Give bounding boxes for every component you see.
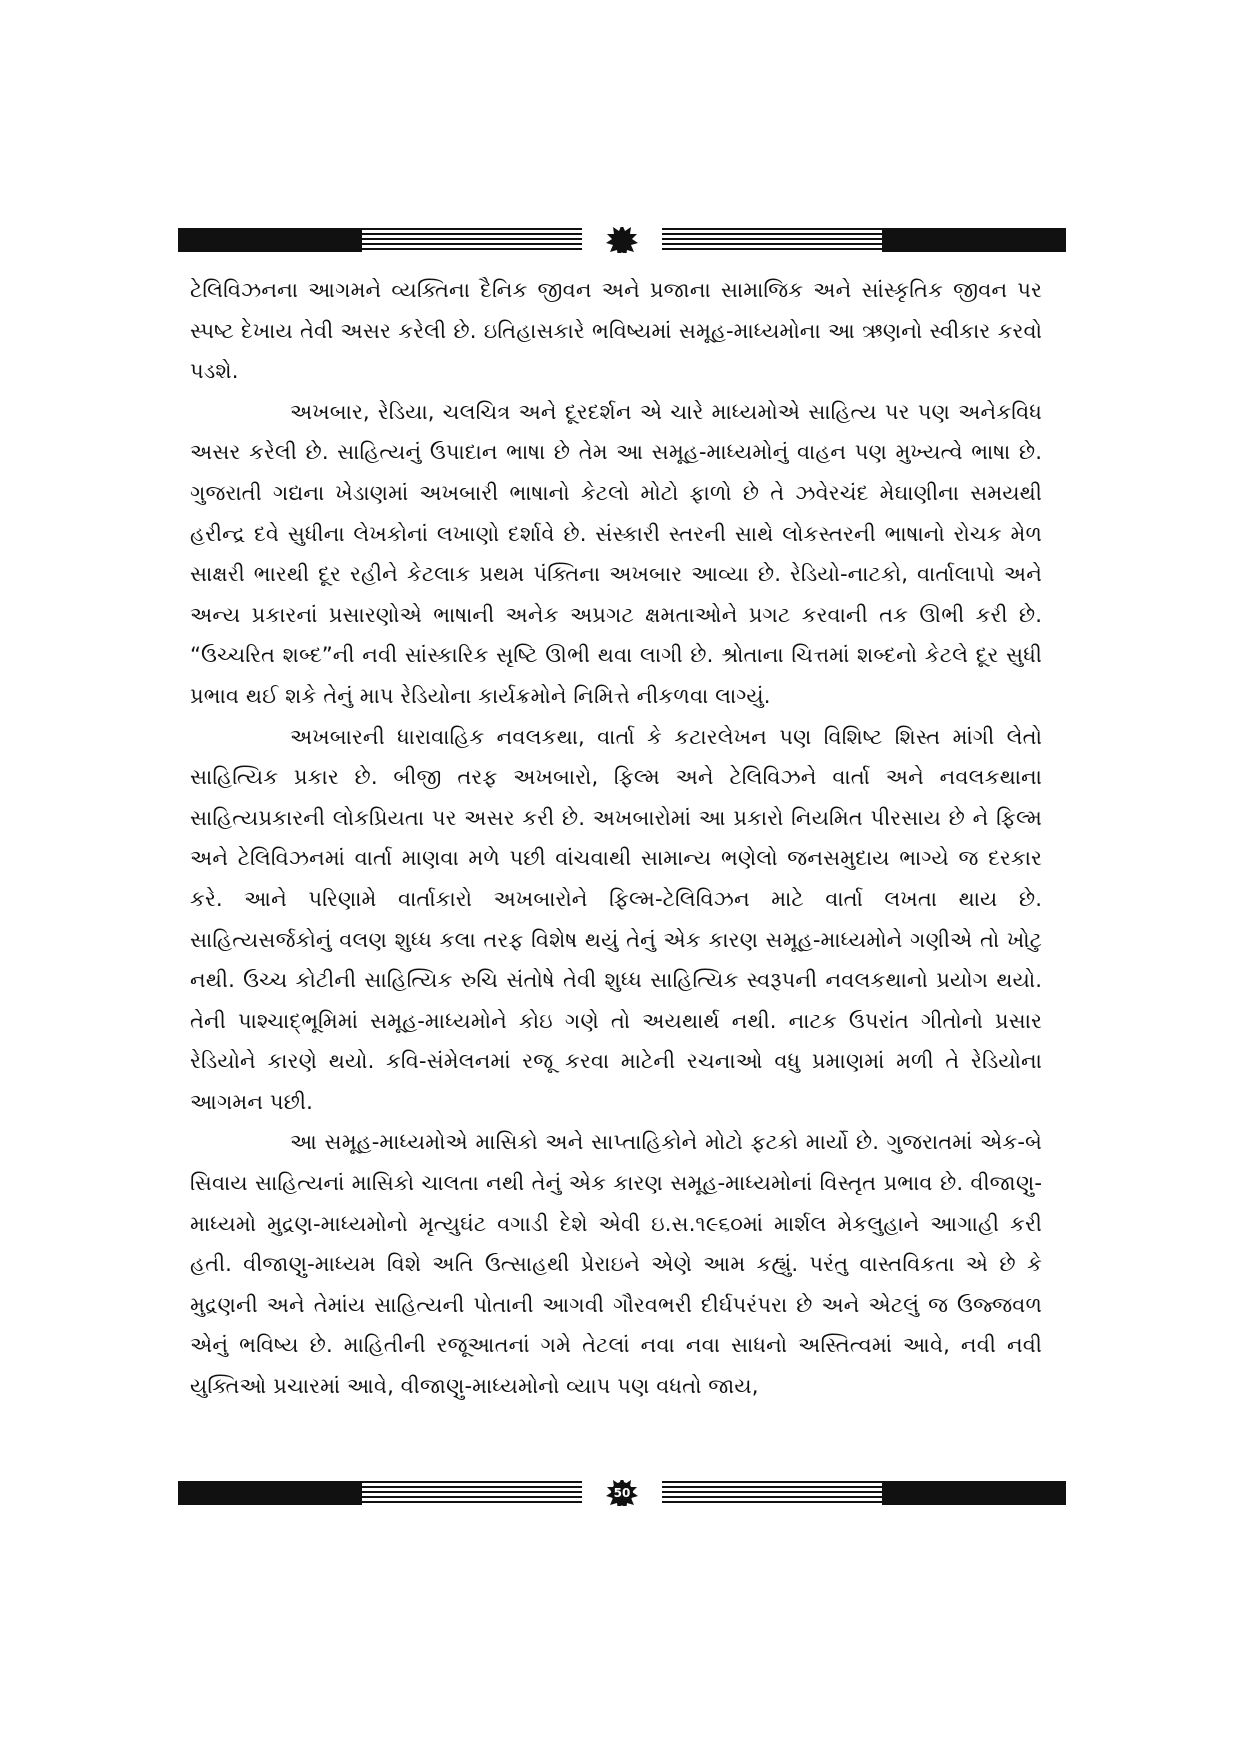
sunburst-ornament-icon [606, 227, 638, 253]
body-text [190, 270, 1042, 1407]
footer-ornament-band [178, 1480, 1066, 1506]
paragraph-4: આ સમૂહ-માધ્યમોએ માસિકો અને સાપ્તાહિકોને મોટો ફટકો માર્યો છે. ગુજરાતમાં એક-બે સિવાય સાહિત્યનાં માસિકો ચાલતા નથી તેનું એક કારણ સમૂહ-માધ્યમોનાં વિસ્તૃત પ્રભાવ છે. વીજાણુ-માધ્યમો મુદ્રણ-માધ્યમોનો મૃત્યુઘંટ વગાડી દેશે એવી ઇ.સ.૧૯૬૦માં માર્શલ મેકલુહાને આગાહી કરી હતી. વીજાણુ-માધ્યમ વિશે અતિ ઉત્સાહથી પ્રેરાઇને એણે આમ કહ્યું. પરંતુ વાસ્તવિકતા એ છે કે મુદ્રણની અને તેમાંય સાહિત્યની પોતાની આગવી ગૌરવભરી દીર્ઘપરંપરા છે અને એટલું જ ઉજ્જવળ એનું ભવિષ્ય છે. માહિતીની રજૂઆતનાં ગમે તેટલાં નવા નવા સાધનો અસ્તિત્વમાં આવે, નવી નવી યુક્તિઓ પ્રચારમાં આવે, વીજાણુ-માધ્યમોનો વ્યાપ પણ વધતો જાય, [190, 1129, 1042, 1399]
paragraph-1: ટેલિવિઝનના આગમને વ્યક્તિના દૈનિક જીવન અને પ્રજાના સામાજિક અને સાંસ્કૃતિક જીવન પર સ્પષ્ટ દેખાય તેવી અસર કરેલી છે. ઇતિહાસકારે ભવિષ્યમાં સમૂહ-માધ્યમોના આ ઋણનો સ્વીકાર કરવો પડશે. [190, 277, 1042, 384]
paragraph-3: અખબારની ધારાવાહિક નવલકથા, વાર્તા કે કટારલેખન પણ વિશિષ્ટ શિસ્ત માંગી લેતો સાહિત્યિક પ્રકાર છે. બીજી તરફ અખબારો, ફિલ્મ અને ટેલિવિઝને વાર્તા અને નવલકથાના સાહિત્યપ્રકારની લોકપ્રિયતા પર અસર કરી છે. અખબારોમાં આ પ્રકારો નિયમિત પીરસાય છે ને ફિલ્મ અને ટેલિવિઝનમાં વાર્તા માણવા મળે પછી વાંચવાથી સામાન્ય ભણેલો જનસમુદાય ભાગ્યે જ દરકાર કરે. આને પરિણામે વાર્તાકારો અખબારોને ફિલ્મ-ટેલિવિઝન માટે વાર્તા લખતા થાય છે. સાહિત્યસર્જકોનું વલણ શુધ્ધ કલા તરફ વિશેષ થયું તેનું એક કારણ સમૂહ-માધ્યમોને ગણીએ તો ખોટુ નથી. ઉચ્ચ કોટીની સાહિત્યિક રુચિ સંતોષે તેવી શુધ્ધ સાહિત્યિક સ્વરૂપની નવલકથાનો પ્રયોગ થયો. તેની પાશ્ચાદ્‌ભૂમિમાં સમૂહ-માધ્યમોને કોઇ ગણે તો અયથાર્થ નથી. નાટક ઉપરાંત ગીતોનો પ્રસાર રેડિયોને કારણે થયો. કવિ-સંમેલનમાં રજૂ કરવા માટેની રચનાઓ વધુ પ્રમાણમાં મળી તે રેડિયોના આગમન પછી. [190, 723, 1042, 1114]
header-ornament-band [178, 227, 1066, 253]
paragraph-2: અખબાર, રેડિયા, ચલચિત્ર અને દૂરદર્શન એ ચારે માધ્યમોએ સાહિત્ય પર પણ અનેકવિધ અસર કરેલી છે. સાહિત્યનું ઉપાદાન ભાષા છે તેમ આ સમૂહ-માધ્યમોનું વાહન પણ મુખ્યત્વે ભાષા છે. ગુજરાતી ગદ્યના ખેડાણમાં અખબારી ભાષાનો કેટલો મોટો ફાળો છે તે ઝવેરચંદ મેઘાણીના સમયથી હરીન્દ્ર દવે સુધીના લેખકોનાં લખાણો દર્શાવે છે. સંસ્કારી સ્તરની સાથે લોકસ્તરની ભાષાનો રોચક મેળ સાક્ષરી ભારથી દૂર રહીને કેટલાક પ્રથમ પંક્તિના અખબાર આવ્યા છે. રેડિયો-નાટકો, વાર્તાલાપો અને અન્ય પ્રકારનાં પ્રસારણોએ ભાષાની અનેક અપ્રગટ ક્ષમતાઓને પ્રગટ કરવાની તક ઊભી કરી છે. “ઉચ્ચરિત શબ્દ”ની નવી સાંસ્કારિક સૃષ્ટિ ઊભી થવા લાગી છે. શ્રોતાના ચિત્તમાં શબ્દનો કેટલે દૂર સુધી પ્રભાવ થઈ શકે તેનું માપ રેડિયોના કાર્યક્રમોને નિમિત્તે નીકળવા લાગ્યું. [190, 398, 1042, 708]
header-ornament-graphic [178, 227, 1066, 253]
page-number: 50 [613, 1486, 631, 1500]
